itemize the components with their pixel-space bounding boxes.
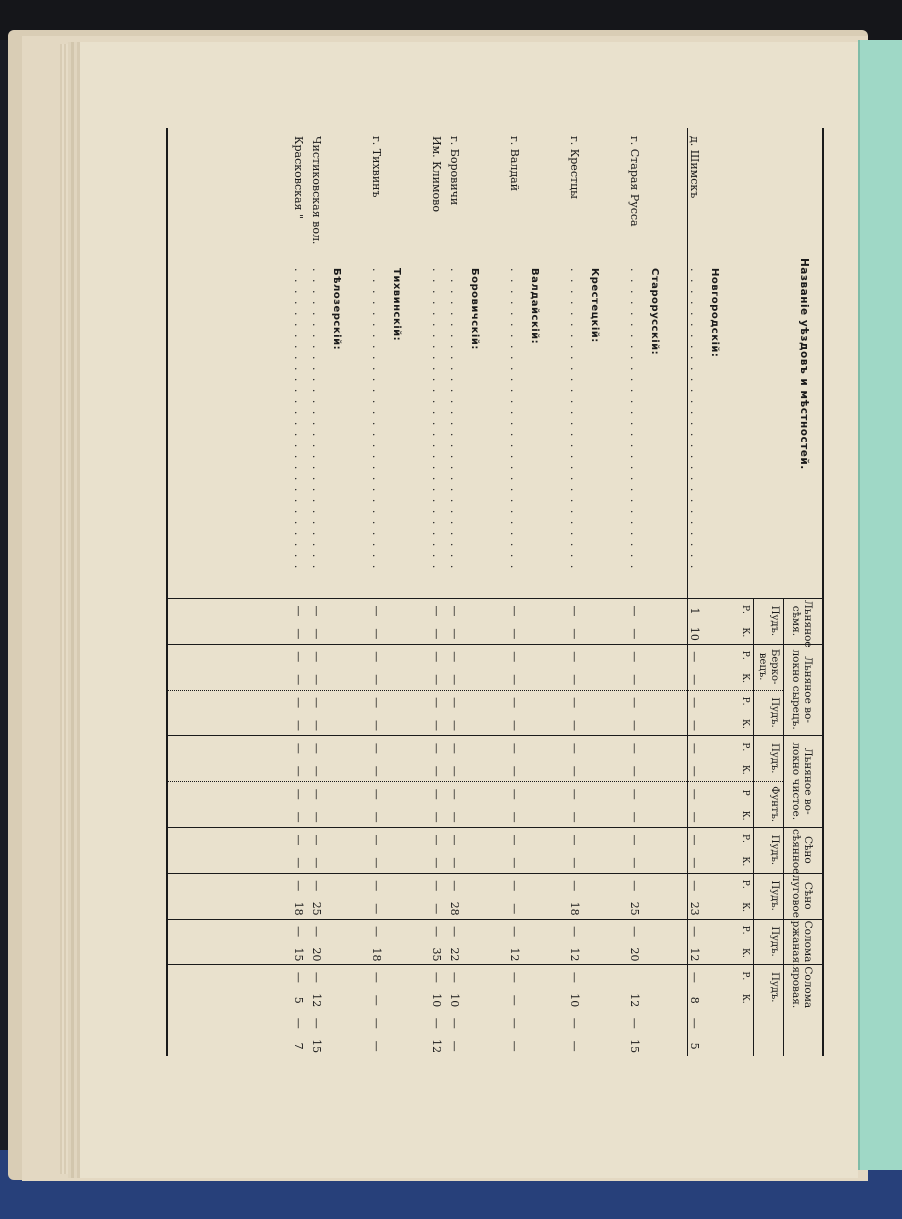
unit-label: Пудъ. [769, 972, 780, 1003]
value-cell: — [310, 651, 323, 663]
col-divider-5 [168, 919, 824, 920]
value-cell: — [370, 605, 383, 617]
value-cell: — [508, 628, 521, 640]
col-divider-4 [168, 873, 824, 874]
leader-dots: . . . . . . . . . . . . . . . . . . . . . . . . . . . . [430, 268, 443, 571]
ruble-label: Р. [740, 925, 750, 935]
value-cell: — [688, 1017, 701, 1029]
value-cell: — [628, 651, 641, 663]
value-cell: — [688, 857, 701, 869]
group-name: Тихвинскій: [391, 268, 402, 342]
value-cell: — [430, 765, 443, 777]
value-cell: — [430, 788, 443, 800]
value-cell: — [508, 697, 521, 709]
group-name: Боровичскій: [469, 268, 480, 350]
place-name: г. Крестцы [568, 136, 581, 199]
value-cell: — [310, 742, 323, 754]
unit-label: Фунтъ. [769, 786, 780, 823]
value-cell: — [292, 651, 305, 663]
value-cell: 12 [628, 993, 641, 1008]
value-cell: — [292, 742, 305, 754]
value-cell: — [448, 1040, 461, 1052]
value-cell: — [568, 857, 581, 869]
value-cell: — [628, 720, 641, 731]
place-name: д. Шимскъ [688, 136, 701, 199]
unit-label: Пудъ. [769, 880, 780, 911]
value-cell: 10 [688, 626, 701, 641]
rk-rule [753, 598, 754, 1056]
value-cell: — [568, 1040, 581, 1052]
col-divider-2 [168, 735, 824, 736]
value-cell: — [430, 857, 443, 869]
value-cell: — [688, 926, 701, 938]
value-cell: — [292, 857, 305, 869]
value-cell: 10 [448, 993, 461, 1008]
col-divider-3 [168, 827, 824, 828]
value-cell: — [370, 903, 383, 915]
value-cell: — [448, 674, 461, 686]
leader-dots: . . . . . . . . . . . . . . . . . . . . . . . . . . . . [628, 268, 641, 571]
value-cell: — [310, 605, 323, 617]
value-cell: — [508, 1017, 521, 1029]
value-cell: — [292, 720, 305, 731]
value-cell: 20 [310, 947, 323, 962]
value-cell: — [370, 697, 383, 709]
value-cell: — [568, 605, 581, 617]
leader-dots: . . . . . . . . . . . . . . . . . . . . . . . . . . . . [508, 268, 521, 571]
value-cell: — [568, 697, 581, 709]
value-cell: — [508, 811, 521, 823]
value-cell: 18 [370, 947, 383, 962]
value-cell: 1 [688, 607, 701, 615]
value-cell: — [430, 926, 443, 938]
value-cell: — [292, 788, 305, 800]
value-cell: 5 [292, 996, 305, 1004]
value-cell: — [310, 788, 323, 800]
ruble-label: Р. [740, 604, 750, 614]
value-cell: — [568, 926, 581, 938]
value-cell: — [370, 628, 383, 640]
value-cell: 15 [628, 1039, 641, 1054]
value-cell: — [292, 1017, 305, 1029]
value-cell: 23 [688, 901, 701, 916]
value-cell: — [568, 811, 581, 823]
value-cell: — [568, 1017, 581, 1029]
group-name: Крестецкій: [589, 268, 600, 343]
value-cell: — [448, 697, 461, 709]
value-cell: — [568, 788, 581, 800]
value-cell: — [448, 765, 461, 777]
value-cell: 12 [310, 993, 323, 1008]
value-cell: — [430, 903, 443, 915]
kopeck-label: К. [740, 810, 750, 821]
value-cell: 22 [448, 947, 461, 962]
value-cell: — [628, 788, 641, 800]
value-cell: — [508, 971, 521, 983]
value-cell: — [568, 765, 581, 777]
value-cell: — [628, 742, 641, 754]
value-cell: — [448, 926, 461, 938]
value-cell: 10 [430, 993, 443, 1008]
kopeck-label: К. [740, 719, 750, 729]
kopeck-label: К. [740, 948, 750, 958]
value-cell: 5 [688, 1042, 701, 1050]
col-divider-0 [168, 598, 824, 599]
column-header: Льняное во-локно сырецъ. [790, 649, 814, 730]
ruble-label: Р. [740, 879, 750, 889]
value-cell: — [370, 994, 383, 1006]
unit-label: Пудъ. [769, 926, 780, 957]
value-cell: — [628, 697, 641, 709]
value-cell: 15 [292, 947, 305, 962]
value-cell: — [292, 834, 305, 846]
leader-dots: . . . . . . . . . . . . . . . . . . . . . . . . . . . . [568, 268, 581, 571]
value-cell: — [430, 834, 443, 846]
value-cell: — [370, 811, 383, 823]
value-cell: — [310, 765, 323, 777]
value-cell: — [628, 880, 641, 892]
value-cell: — [430, 651, 443, 663]
value-cell: 8 [688, 996, 701, 1004]
value-cell: 18 [292, 901, 305, 916]
value-cell: — [370, 880, 383, 892]
value-cell: — [448, 605, 461, 617]
value-cell: — [310, 811, 323, 823]
place-name: Им. Климово [430, 136, 443, 212]
kopeck-label: К. [740, 627, 750, 638]
value-cell: — [688, 720, 701, 731]
value-cell: — [508, 926, 521, 938]
value-cell: — [628, 674, 641, 686]
value-cell: 25 [310, 901, 323, 916]
value-cell: — [310, 674, 323, 686]
value-cell: — [310, 857, 323, 869]
value-cell: — [370, 720, 383, 731]
unit-label: Пудъ. [769, 834, 780, 866]
value-cell: — [430, 605, 443, 617]
kopeck-label: К. [740, 856, 750, 867]
unit-rule [783, 598, 784, 1056]
kopeck-label: К. [740, 673, 750, 684]
value-cell: — [430, 742, 443, 754]
value-cell: — [688, 880, 701, 892]
value-cell: — [310, 697, 323, 709]
value-cell: — [628, 628, 641, 640]
value-cell: — [448, 651, 461, 663]
value-cell: — [370, 857, 383, 869]
value-cell: — [628, 605, 641, 617]
value-cell: 10 [568, 993, 581, 1008]
value-cell: — [310, 926, 323, 938]
value-cell: — [430, 674, 443, 686]
column-header: Льняное во-локно чистое. [790, 742, 814, 821]
value-cell: — [688, 765, 701, 777]
value-cell: — [688, 674, 701, 686]
value-cell: — [448, 857, 461, 869]
value-cell: — [568, 651, 581, 663]
value-cell: — [508, 651, 521, 663]
value-cell: — [430, 971, 443, 983]
value-cell: — [292, 811, 305, 823]
value-cell: — [688, 788, 701, 800]
col-divider-6 [168, 964, 824, 965]
value-cell: — [310, 880, 323, 892]
leader-dots: . . . . . . . . . . . . . . . . . . . . . . . . . . . . [688, 268, 701, 571]
value-cell: — [628, 834, 641, 846]
value-cell: — [292, 880, 305, 892]
value-cell: — [628, 811, 641, 823]
leader-dots: . . . . . . . . . . . . . . . . . . . . . . . . . . . . [292, 268, 305, 571]
value-cell: — [430, 628, 443, 640]
leader-dots: . . . . . . . . . . . . . . . . . . . . . . . . . . . . [310, 268, 323, 571]
table-bottom-rule [166, 128, 168, 1056]
value-cell: — [292, 971, 305, 983]
value-cell: 35 [430, 947, 443, 962]
column-header: Солома ржаная. [790, 920, 814, 967]
value-cell: — [292, 926, 305, 938]
value-cell: — [310, 1017, 323, 1029]
value-cell: — [370, 1017, 383, 1029]
value-cell: — [292, 628, 305, 640]
value-cell: — [508, 994, 521, 1006]
group-name: Бѣлозерскій: [331, 268, 342, 351]
value-cell: — [310, 628, 323, 640]
value-cell: — [370, 742, 383, 754]
unit-label: Пудъ. [769, 697, 780, 728]
value-cell: 12 [430, 1039, 443, 1054]
value-cell: — [310, 834, 323, 846]
value-cell: 12 [688, 947, 701, 962]
value-cell: — [508, 674, 521, 686]
value-cell: — [370, 1040, 383, 1052]
value-cell: — [448, 788, 461, 800]
group-name: Новгородскій: [709, 268, 720, 358]
value-cell: — [370, 971, 383, 983]
value-cell: — [310, 971, 323, 983]
place-name: г. Боровичи [448, 136, 461, 206]
value-cell: — [370, 834, 383, 846]
table-title: Названіе уѣздовъ и мѣстностей. [798, 258, 810, 470]
value-cell: — [568, 742, 581, 754]
value-cell: — [508, 605, 521, 617]
ruble-label: Р. [740, 650, 750, 660]
value-cell: — [508, 857, 521, 869]
value-cell: — [568, 971, 581, 983]
value-cell: — [370, 926, 383, 938]
value-cell: — [448, 742, 461, 754]
place-name: г. Старая Русса [628, 136, 641, 227]
leader-dots: . . . . . . . . . . . . . . . . . . . . . . . . . . . . [448, 268, 461, 571]
value-cell: — [448, 628, 461, 640]
value-cell: — [430, 880, 443, 892]
unit-label: Пудъ. [769, 605, 780, 637]
ruble-label: Р. [740, 696, 750, 706]
value-cell: — [628, 926, 641, 938]
value-cell: — [568, 834, 581, 846]
page-edges [60, 44, 82, 1174]
value-cell: — [508, 1040, 521, 1052]
column-header: Льняное сѣмя. [790, 600, 814, 648]
place-name: г. Тихвинъ [370, 136, 383, 198]
value-cell: — [430, 1017, 443, 1029]
value-cell: — [688, 811, 701, 823]
group-name: Валдайскій: [529, 268, 540, 345]
unit-label: Пудъ. [769, 743, 780, 774]
ruble-label: Р. [740, 742, 750, 752]
value-cell: — [568, 880, 581, 892]
col-divider-1 [168, 644, 824, 645]
value-cell: — [430, 811, 443, 823]
value-cell: — [448, 971, 461, 983]
value-cell: — [628, 857, 641, 869]
value-cell: — [568, 720, 581, 731]
value-cell: — [370, 788, 383, 800]
value-cell: — [370, 651, 383, 663]
value-cell: 20 [628, 947, 641, 962]
column-header: Солома яровая. [790, 966, 814, 1009]
value-cell: — [628, 1017, 641, 1029]
place-name: Чистиковская вол. [310, 136, 323, 245]
value-cell: — [688, 971, 701, 983]
unit-label: Берко-вецъ. [757, 649, 780, 685]
group-name: Старорусскій: [649, 268, 660, 356]
value-cell: — [508, 880, 521, 892]
value-cell: — [688, 834, 701, 846]
value-cell: 7 [292, 1042, 305, 1050]
place-name: г. Валдай [508, 136, 521, 192]
column-header: Сѣно луговое. [790, 874, 814, 922]
leader-dots: . . . . . . . . . . . . . . . . . . . . . . . . . . . . [370, 268, 383, 571]
value-cell: — [448, 720, 461, 731]
value-cell: — [448, 1017, 461, 1029]
value-cell: 12 [508, 947, 521, 962]
column-header: Сѣно сѣянное. [790, 829, 814, 878]
value-cell: — [430, 720, 443, 731]
place-name: Красковская " [292, 136, 305, 220]
value-cell: — [292, 765, 305, 777]
value-cell: — [508, 788, 521, 800]
value-cell: — [292, 605, 305, 617]
value-cell: — [508, 742, 521, 754]
ruble-label: Р [740, 789, 750, 796]
rotated-table [160, 128, 820, 1056]
value-cell: — [568, 674, 581, 686]
value-cell: — [508, 903, 521, 915]
ruble-label: Р. [740, 971, 750, 981]
table-top-rule [822, 128, 824, 1056]
value-cell: — [430, 697, 443, 709]
value-cell: 28 [448, 901, 461, 916]
value-cell: — [508, 765, 521, 777]
kopeck-label: К. [740, 902, 750, 913]
teal-divider-page [858, 40, 902, 1170]
value-cell: 12 [568, 947, 581, 962]
value-cell: 25 [628, 901, 641, 916]
value-cell: 15 [310, 1039, 323, 1054]
value-cell: — [370, 765, 383, 777]
value-cell: — [292, 697, 305, 709]
value-cell: — [448, 834, 461, 846]
kopeck-label: К. [740, 993, 750, 1004]
value-cell: — [628, 765, 641, 777]
value-cell: — [508, 720, 521, 731]
value-cell: — [448, 880, 461, 892]
ruble-label: Р. [740, 833, 750, 843]
value-cell: — [508, 834, 521, 846]
value-cell: — [568, 628, 581, 640]
value-cell: — [688, 742, 701, 754]
value-cell: — [688, 651, 701, 663]
value-cell: — [310, 720, 323, 731]
value-cell: — [688, 697, 701, 709]
value-cell: — [448, 811, 461, 823]
kopeck-label: К. [740, 764, 750, 775]
value-cell: 18 [568, 901, 581, 916]
price-table [160, 128, 820, 1056]
value-cell: — [292, 674, 305, 686]
value-cell: — [370, 674, 383, 686]
